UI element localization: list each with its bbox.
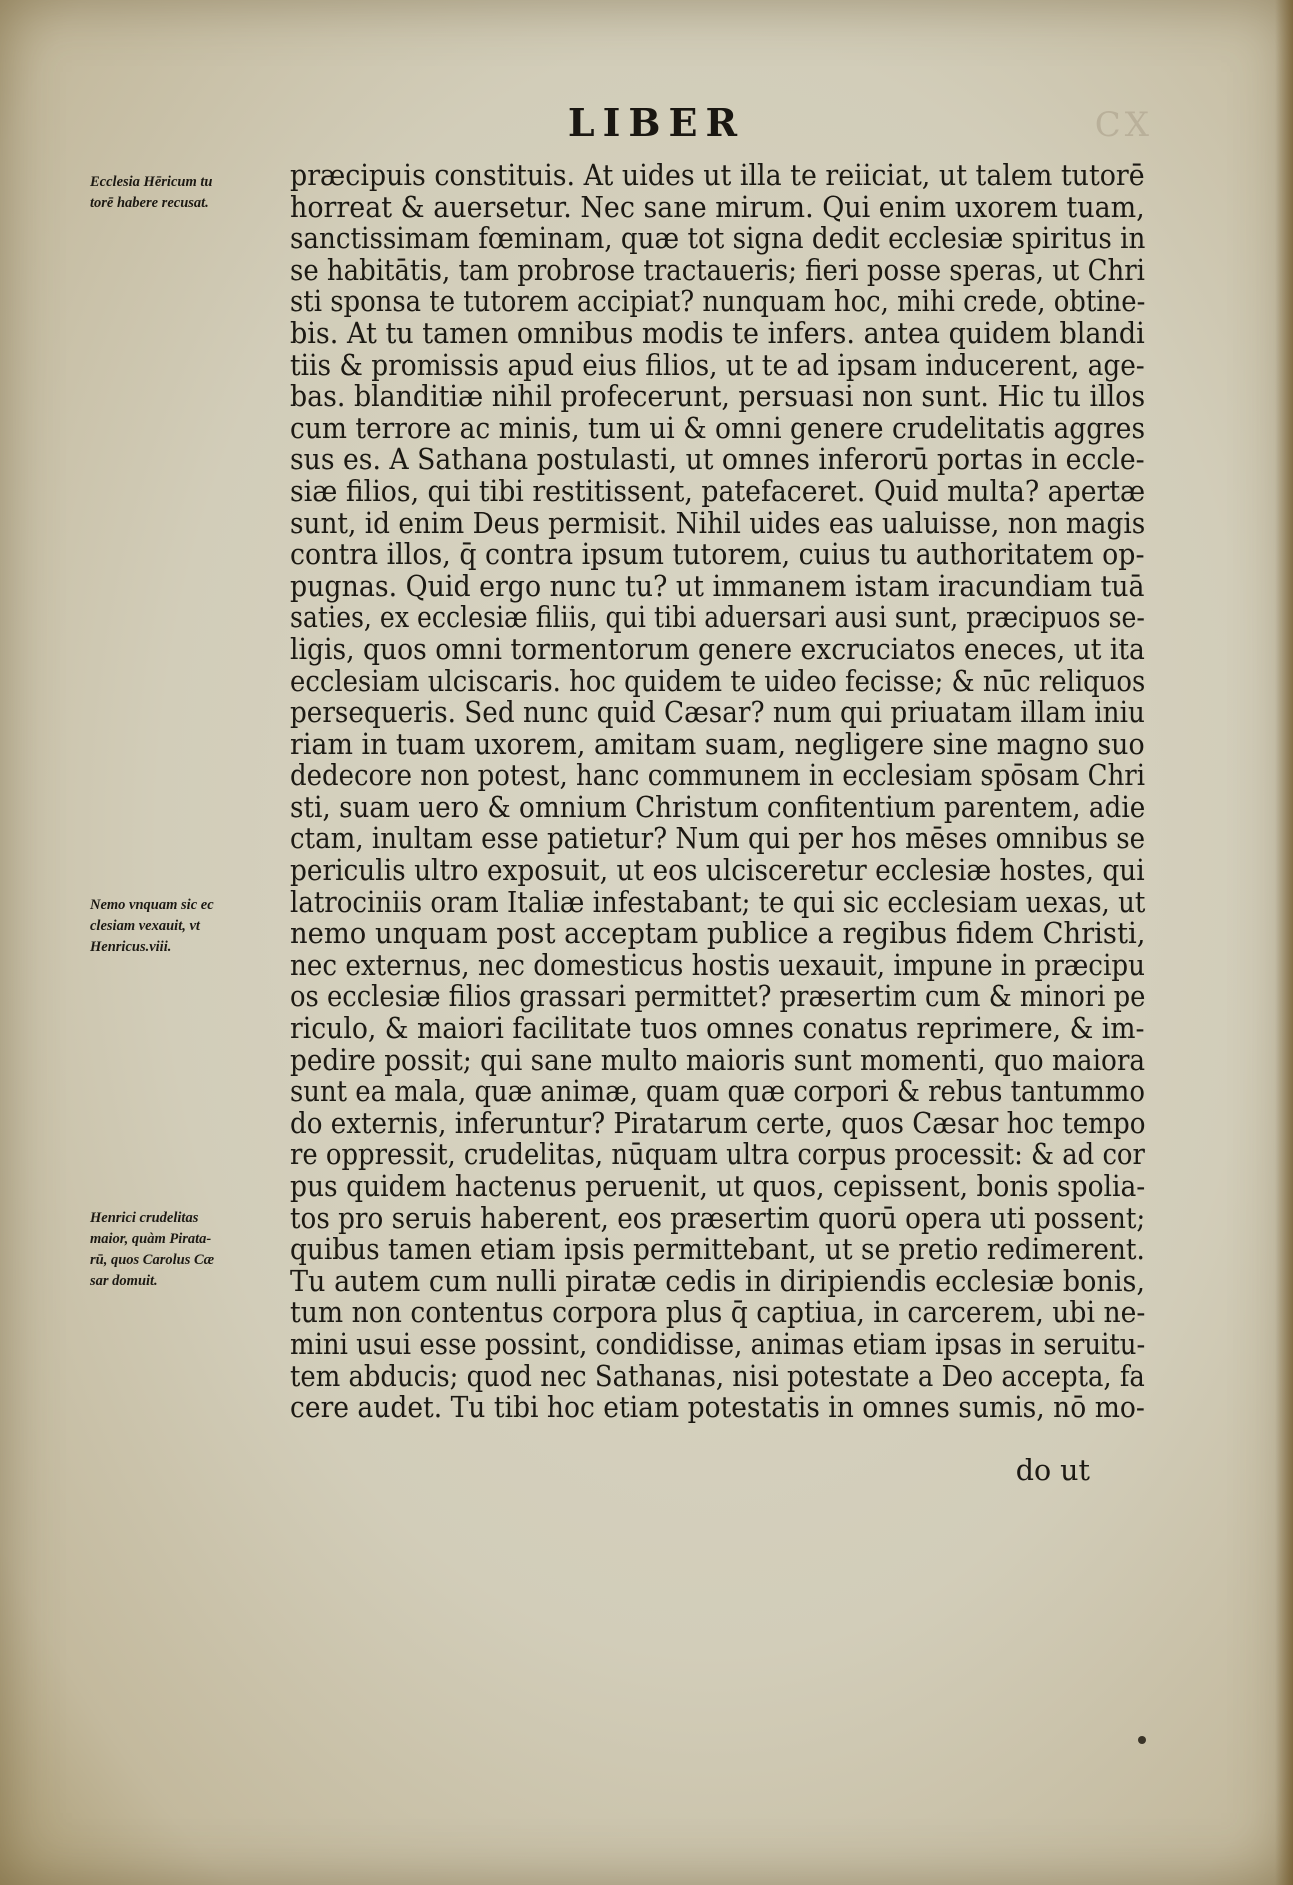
- text-line: persequeris. Sed nunc quid Cæsar? num qui priuatam illam iniu: [290, 696, 1145, 730]
- marginal-line: maior, quàm Pirata-: [90, 1231, 212, 1247]
- text-line: tos pro seruis haberent, eos præsertim quorū opera uti possent;: [290, 1201, 1146, 1235]
- marginal-line: Ecclesia Hēricum tu: [90, 174, 213, 190]
- marginal-line: clesiam vexauit, vt: [90, 918, 200, 934]
- text-line: sti, suam uero & omnium Christum confitentium parentem, adie: [290, 790, 1146, 824]
- text-line: tem abducis; quod nec Sathanas, nisi potestate a Deo accepta, fa: [290, 1359, 1145, 1393]
- text-line: sunt ea mala, quæ animæ, quam quæ corpori & rebus tantummo: [290, 1075, 1145, 1109]
- marginal-line: rū, quos Carolus Cæ: [90, 1252, 215, 1268]
- text-line: ecclesiam ulciscaris. hoc quidem te uideo fecisse; & nūc reliquos: [290, 664, 1146, 698]
- text-line: mini usui esse possint, condidisse, animas etiam ipsas in seruitu-: [290, 1327, 1146, 1361]
- marginal-line: Nemo vnquam sic ec: [90, 897, 214, 913]
- text-line: [290, 1424, 1150, 1456]
- text-line: sus es. A Sathana postulasti, ut omnes inferorū portas in eccle-: [290, 443, 1145, 477]
- text-line: pedire possit; qui sane multo maioris sunt momenti, quo maiora: [290, 1043, 1146, 1077]
- text-line: pus quidem hactenus peruenit, ut quos, cepissent, bonis spolia-: [290, 1170, 1146, 1203]
- text-line: tiis & promissis apud eius filios, ut te ad ipsam inducerent, age-: [290, 348, 1145, 382]
- text-line: Tu autem cum nulli piratæ cedis in diripiendis ecclesiæ bonis,: [290, 1264, 1146, 1298]
- text-line: sanctissimam fœminam, quæ tot signa dedit ecclesiæ spiritus in: [290, 222, 1146, 256]
- body-text-block: [290, 160, 1150, 1487]
- text-line: os ecclesiæ filios grassari permittet? præsertim cum & minori pe: [290, 980, 1146, 1014]
- text-line: horreat & auersetur. Nec sane mirum. Qui enim uxorem tuam,: [290, 190, 1145, 224]
- marginal-note-1: [90, 172, 280, 214]
- text-line: cum terrore ac minis, tum ui & omni genere crudelitatis aggres: [290, 411, 1146, 445]
- text-line: saties, ex ecclesiæ filiis, qui tibi aduersari ausi sunt, præcipuos se-: [290, 601, 1145, 635]
- text-line: ctam, inultam esse patietur? Num qui per hos mēses omnibus se: [290, 822, 1146, 856]
- page-edge-shadow: [1275, 0, 1293, 1885]
- marginal-note-2: [90, 895, 280, 958]
- text-line: præcipuis constituis. At uides ut illa te reiiciat, ut talem tutorē: [290, 159, 1145, 192]
- text-line: contra illos, q̄ contra ipsum tutorem, cuius tu authoritatem op-: [290, 538, 1145, 572]
- text-line: ligis, quos omni tormentorum genere excruciatos eneces, ut ita: [290, 632, 1145, 666]
- folio-ghost: CX: [1094, 105, 1153, 145]
- running-head-title: LIBER: [567, 100, 746, 145]
- text-line: tum non contentus corpora plus q̄ captiua, in carcerem, ubi ne-: [290, 1296, 1146, 1330]
- text-line: sunt, id enim Deus permisit. Nihil uides eas ualuisse, non magis: [290, 506, 1146, 540]
- text-line: siæ filios, qui tibi restitissent, patefaceret. Quid multa? apertæ: [290, 474, 1146, 508]
- text-line: se habitātis, tam probrose tractaueris; fieri posse speras, ut Chri: [290, 253, 1145, 287]
- text-line: bis. At tu tamen omnibus modis te infers. antea quidem blandi: [290, 316, 1145, 350]
- marginal-line: torē habere recusat.: [90, 195, 209, 211]
- text-line: sti sponsa te tutorem accipiat? nunquam hoc, mihi crede, obtine-: [290, 285, 1146, 319]
- text-line: re oppressit, crudelitas, nūquam ultra corpus processit: & ad cor: [290, 1138, 1145, 1172]
- text-line: nec externus, nec domesticus hostis uexauit, impune in præcipu: [290, 948, 1145, 982]
- text-line: pugnas. Quid ergo nunc tu? ut immanem istam iracundiam tuā: [290, 569, 1145, 603]
- text-line: bas. blanditiæ nihil profecerunt, persuasi non sunt. Hic tu illos: [290, 380, 1146, 414]
- text-line: riculo, & maiori facilitate tuos omnes conatus reprimere, & im-: [290, 1012, 1145, 1046]
- marginal-note-3: [90, 1208, 280, 1292]
- ink-speck: [1138, 1736, 1146, 1744]
- marginal-line: Henricus.viii.: [90, 939, 172, 955]
- text-line: do externis, inferuntur? Piratarum certe, quos Cæsar hoc tempo: [290, 1106, 1146, 1140]
- text-line: latrociniis oram Italiæ infestabant; te qui sic ecclesiam uexas, ut: [290, 885, 1146, 919]
- catchword: do ut: [1015, 1454, 1090, 1488]
- text-line: quibus tamen etiam ipsis permittebant, ut se pretio redimerent.: [290, 1233, 1145, 1267]
- text-line: dedecore non potest, hanc communem in ecclesiam spōsam Chri: [290, 759, 1146, 793]
- text-line: riam in tuam uxorem, amitam suam, negligere sine magno suo: [290, 727, 1145, 761]
- text-line: periculis ultro exposuit, ut eos ulcisceretur ecclesiæ hostes, qui: [290, 854, 1145, 888]
- text-line: cere audet. Tu tibi hoc etiam potestatis in omnes sumis, nō mo-: [290, 1391, 1145, 1425]
- marginal-line: sar domuit.: [90, 1273, 158, 1289]
- text-line: nemo unquam post acceptam publice a regibus fidem Christi,: [290, 917, 1146, 951]
- marginal-line: Henrici crudelitas: [90, 1210, 199, 1226]
